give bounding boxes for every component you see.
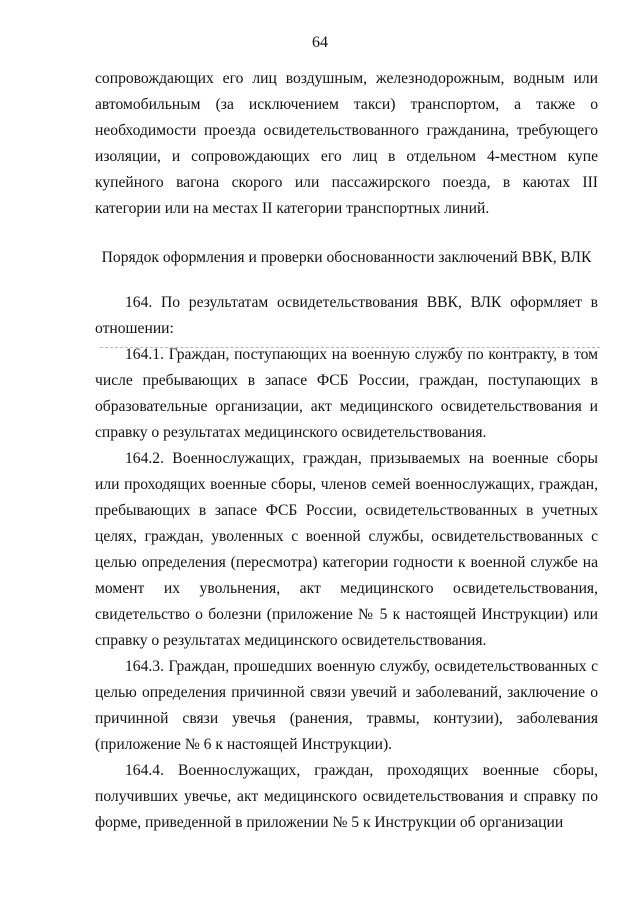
section-heading: Порядок оформления и проверки обоснованности заключений ВВК, ВЛК [101,249,592,266]
section-text-block [95,290,598,836]
paragraph-164-1: 164.1. Граждан, поступающих на военную службу по контракту, в том числе пребывающих в запасе ФСБ России, граждан, поступающих в образовательные организации, акт медицинского освидетельствования и справку о результатах медицинского освидетельствования. [95,346,598,441]
paragraph-164-3: 164.3. Граждан, прошедших военную службу, освидетельствованных с целью определения причинной связи увечий и заболеваний, заключение о причинной связи увечья (ранения, травмы, контузии), заболевания (приложение № 6 к настоящей Инструкции). [95,658,598,753]
paragraph-164-4: 164.4. Военнослужащих, граждан, проходящих военные сборы, получивших увечье, акт медицинского освидетельствования и справку по форме, приведенной в приложении № 5 к Инструкции об организации [95,762,598,831]
intro-text-block [95,66,598,222]
paragraph-164: 164. По результатам освидетельствования ВВК, ВЛК оформляет в отношении: [95,294,598,337]
intro-paragraph: сопровождающих его лиц воздушным, железнодорожным, водным или автомобильным (за исключением такси) транспортом, а также о необходимости проезда освидетельствованного гражданина, требующего изоляции, и сопровождающих его лиц в отдельном 4-местном купе купейного вагона скорого или пассажирского поезда, в каютах III категории или на местах II категории транспортных линий. [95,70,598,217]
page-number: 64 [312,34,328,51]
paragraph-164-2: 164.2. Военнослужащих, граждан, призываемых на военные сборы или проходящих военные сборы, членов семей военнослужащих, граждан, пребывающих в запасе ФСБ России, освидетельствованных в учетных целях, граждан, уволенных с военной службы, освидетельствованных с целью определения (пересмотра) категории годности к военной службе на момент их увольнения, акт медицинского освидетельствования, свидетельство о болезни (приложение № 5 к настоящей Инструкции) или справку о результатах медицинского освидетельствования. [95,450,598,649]
